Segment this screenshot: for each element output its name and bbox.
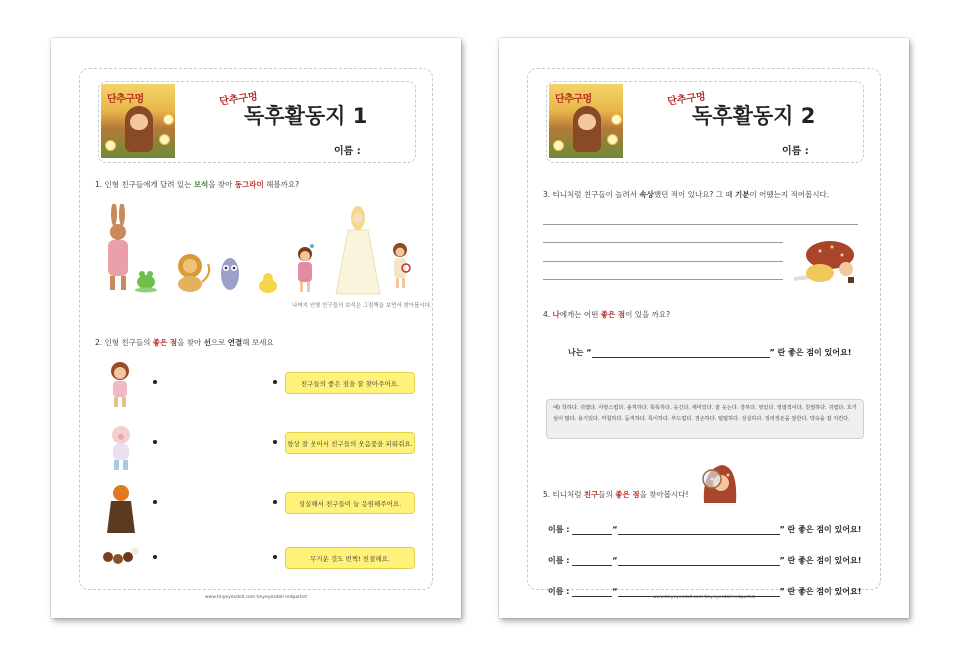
footer-links: www.tinyeyesdoll.com tinyeyesdoll redpartist [652, 595, 756, 600]
match-dot-left-2[interactable] [153, 440, 157, 444]
frog-doll[interactable] [135, 271, 157, 293]
yellow-chick-doll[interactable] [259, 273, 277, 293]
girl-doll[interactable] [298, 244, 314, 292]
q5-trait-blank-1[interactable] [618, 525, 780, 535]
writing-line-4[interactable] [543, 279, 783, 280]
question-1-hint: 나머지 인형 친구들의 보석은 그림책을 보면서 찾아봅시다. [292, 303, 432, 309]
question-3: 3. 티니처럼 친구들이 놀려서 속상했던 적이 있나요? 그 때 기분이 어땠는지 적어봅시다. [543, 190, 830, 199]
writing-line-3[interactable] [543, 261, 783, 262]
match-box-1[interactable]: 친구들의 좋은 점을 잘 찾아주어요. [285, 372, 415, 394]
book-subtitle: 단추구멍 [218, 91, 259, 108]
q5-name-blank-2[interactable] [572, 556, 612, 566]
doll-acorns [100, 543, 140, 567]
lion-doll[interactable] [178, 254, 209, 292]
tiny-doll-magnifier [698, 459, 740, 509]
question-4: 4. 나에게는 어떤 좋은 점이 있을 까요? [543, 310, 671, 319]
cover-title: 단추구멍 [555, 94, 592, 105]
doll-friends-illustration [100, 204, 420, 299]
match-dot-right-1[interactable] [273, 380, 277, 384]
book-subtitle: 단추구멍 [666, 91, 707, 108]
match-dot-left-1[interactable] [153, 380, 157, 384]
match-dot-left-3[interactable] [153, 500, 157, 504]
doll-red-hair-girl [102, 359, 138, 409]
q4-blank[interactable] [592, 348, 770, 358]
match-dot-right-3[interactable] [273, 500, 277, 504]
worksheet-frame [79, 68, 433, 590]
worksheet-1 [51, 38, 461, 618]
question-1: 1. 인형 친구들에게 달려 있는 보석을 찾아 동그라미 해볼까요? [95, 180, 300, 189]
bunny-doll[interactable] [108, 204, 128, 290]
writing-line-1[interactable] [543, 224, 858, 225]
page-title: 독후활동지 2 [692, 104, 816, 128]
q5-fill-row-1: 이름 : “ ” 란 좋은 점이 있어요! [548, 525, 862, 534]
match-dot-right-2[interactable] [273, 440, 277, 444]
example-words-box: 예) 착하다. 귀엽다. 사랑스럽다. 솔직하다. 똑똑하다. 웃긴다. 재미있다. 잘 웃는다. 강하다. 멋있다. 정열적이다. 친절하다. 귀엽다. 호기심이 많다. 용기있다. 까칠하다. 듬직하다. 특이하다. 부드럽다. 겸손하다. 털털하다. 성실하다. 정리정돈을 잘한다. 약속을 잘 지킨다. [546, 399, 864, 439]
match-box-4[interactable]: 무거운 것도 번쩍! 친절해요. [285, 547, 415, 569]
q4-fill-sentence: 나는 “ ” 란 좋은 점이 있어요! [568, 348, 852, 357]
name-label: 이름 : [782, 146, 809, 157]
q5-fill-row-2: 이름 : “ ” 란 좋은 점이 있어요! [548, 556, 862, 565]
tiny-doll-crouching [790, 235, 865, 287]
footer-links: www.tinyeyesdoll.com tinyeyesdoll redpartist [204, 595, 308, 600]
match-box-3[interactable]: 성실해서 친구들이 늘 응원해주어요. [285, 492, 415, 514]
question-2: 2. 인형 친구들의 좋은 점을 찾아 선으로 연결해 보세요 [95, 338, 274, 347]
book-cover-image [101, 84, 175, 158]
q5-trait-blank-2[interactable] [618, 556, 780, 566]
owl-doll[interactable] [221, 258, 239, 290]
writing-line-2[interactable] [543, 242, 783, 243]
book-cover-image [549, 84, 623, 158]
match-box-2[interactable]: 항상 잘 웃어서 친구들의 웃음꽃을 피워줘요. [285, 432, 415, 454]
worksheet-2 [499, 38, 909, 618]
match-dot-right-4[interactable] [273, 555, 277, 559]
doll-pumpkin-head [104, 481, 138, 535]
worksheet-header [546, 81, 864, 163]
doll-pink-pig [104, 421, 138, 473]
q5-name-blank-1[interactable] [572, 525, 612, 535]
princess-doll[interactable] [336, 206, 380, 294]
cover-title: 단추구멍 [107, 94, 144, 105]
match-dot-left-4[interactable] [153, 555, 157, 559]
q5-fill-row-3: 이름 : “ ” 란 좋은 점이 있어요! [548, 587, 862, 596]
worksheet-frame [527, 68, 881, 596]
page-title: 독후활동지 1 [244, 104, 368, 128]
name-label: 이름 : [334, 146, 361, 157]
question-5: 5. 티니처럼 친구들의 좋은 점을 찾아봅시다! [543, 490, 689, 499]
worksheet-header [98, 81, 416, 163]
red-hood-doll[interactable] [393, 243, 410, 288]
